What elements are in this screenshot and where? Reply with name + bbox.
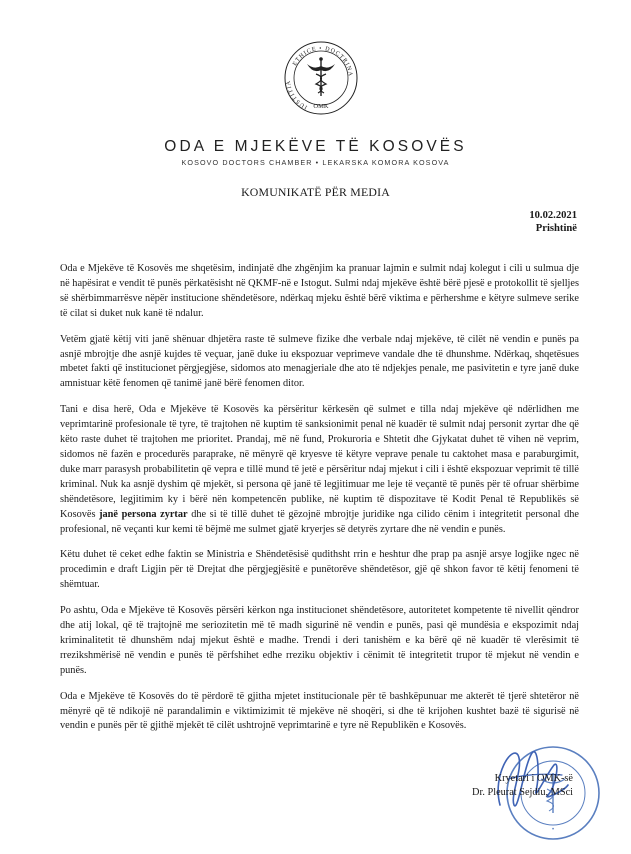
- organization-name: ODA E MJEKËVE TË KOSOVËS: [164, 138, 467, 155]
- paragraph-3: [60, 403, 579, 537]
- paragraph-5: Po ashtu, Oda e Mjekëve të Kosovës përsëri kërkon nga institucionet shëndetësore, autoritetet kompetente të nivellit qëndror dhe atij lokal, që të trajtojnë me seriozitetin më të madh sigurinë në vendin e punës, pasi që mundësia e ekspozimit ndaj kriminalitetit të dhunshëm ndaj mjekut është e madhe. Trendi i deri tanishëm e ka bërë që në kuadër të vlerësimit të rrezikshmërisë në vendin e punës të përfshihet edhe rreziku objektiv i cënimit të integritetit trupor të mjekut në vendin e punës.: [60, 605, 579, 676]
- logo-ring-text-2: IUSTITIA: [285, 79, 309, 110]
- paragraph-4: Këtu duhet të ceket edhe faktin se Ministria e Shëndetësisë qudithsht rrin e heshtur dhe prap pa asnjë arsye logjike ngec në procedimin e draft Ligjin për të Drejtat dhe përgjegjësitë e punëtorëve shëndetësor, gjë që shkon favor të këtij fenomeni të shëmtuar.: [60, 549, 579, 591]
- svg-text:•: •: [551, 827, 555, 833]
- paragraph-1: Oda e Mjekëve të Kosovës me shqetësim, indinjatë dhe zhgënjim ka pranuar lajmin e sulmit ndaj kolegut i cili u sulmua dje në hapësirat e vendit të punës përkatësisht në QKMF-në e Istogut. Sulmi ndaj mjekëve është bërë pjesë e protokollit të sjelljes së shërbimmarrësve nëpër institucione shëndetësore, ndërkaq mjeku është bërë viktima e përhershme e këtyre sulmeve serike të cilat si duket nuk kanë të ndalur.: [60, 263, 579, 319]
- paragraph-3-bold: janë persona zyrtar: [99, 508, 188, 520]
- omk-logo: [283, 40, 359, 116]
- signatory-name: Dr. Pleurat Sejdiu, MSci: [472, 787, 573, 798]
- paragraph-2: Vetëm gjatë këtij viti janë shënuar dhjetëra raste të sulmeve fizike dhe verbale ndaj mjekëve, të cilët në vendin e punës pa asnjë mbrojtje dhe asnjë kujdes të veçuar, janë duke iu ekspozuar veprimeve vandale dhe të dhunshme. Ndërkaq, shqetësues mbetet fakti që institucionet përgjegjëse, sidomos ato menagjeriale dhe ato të ndjekjes penale, me pasivitetin e tyre janë duke amnistuar këtë fenomen që tanimë janë bërë fenomen ditor.: [60, 333, 579, 390]
- logo-ring-text: ETHICE • DOCTRINA: [292, 45, 354, 78]
- document-title: KOMUNIKATË PËR MEDIA: [241, 185, 390, 199]
- document-date: 10.02.2021: [529, 210, 577, 221]
- document-body: [60, 262, 579, 745]
- paragraph-3-text-a: Tani e disa herë, Oda e Mjekëve të Kosovës ka përsëritur kërkesën që sulmet e tilla ndaj mjekëve që ndërlidhen me veprimtarinë profesionale të tyre, të trajtohen në kuptim të sanksionimit penal në kuadër të sulmit ndaj personit zyrtar dhe që këto raste duhet të trajtohen me prioritet. Prandaj, më në fund, Prokuroria e Shtetit dhe Gjykatat duhet të vihen në veprim, sidomos në fazën e procedurës paraprake, në mënyrë që kryesve të këtyre veprave penale tu caktohet masa e paraburgimit, duke marr parasysh probabilitetin që vepra e tillë mund të jetë e përsëritur ndaj mjekut i cili i është ekspozuar veprimit të tillë kriminal. Nuk ka asnjë dyshim që mjekët, si persona që janë të legjitimuar me leje të veçantë të punës për të ofruar shërbime shëndetësore, legjitimim ky i bërë nën kompetencën publike, në kuptim të dispozitave të Kodit Penal të Republikës së Kosovës: [60, 404, 579, 520]
- paragraph-3-text-b: dhe si të tillë duhet të gëzojnë mbrojtje juridike nga cilido cënim i integritetit personal dhe profesional, në veçanti kur kemi të bëjmë me sulmet gjatë kryerjes së detyrës zyrtare dhe në vendin e punës.: [60, 508, 579, 535]
- organization-subtitle: KOSOVO DOCTORS CHAMBER • LEKARSKA KOMORA KOSOVA: [181, 158, 450, 167]
- signatory-role: Kryetari i OMK-së: [494, 773, 573, 784]
- paragraph-6: Oda e Mjekëve të Kosovës do të përdorë të gjitha mjetet institucionale për të bashkëpunuar me akterët të tjerë shtetëror në mënyrë që të ndikojë në parandalimin e viktimizimit të mjekëve në shoqëri, si dhe të krijohen kushtet bazë të sigurisë në vendin e punës për të gjithë mjekët të cilët ushtrojnë veprimtarinë e tyre në Republikën e Kosovës.: [60, 690, 579, 732]
- signature-block: [472, 772, 573, 800]
- document-place: Prishtinë: [535, 223, 577, 234]
- logo-initials: OMK: [313, 103, 329, 110]
